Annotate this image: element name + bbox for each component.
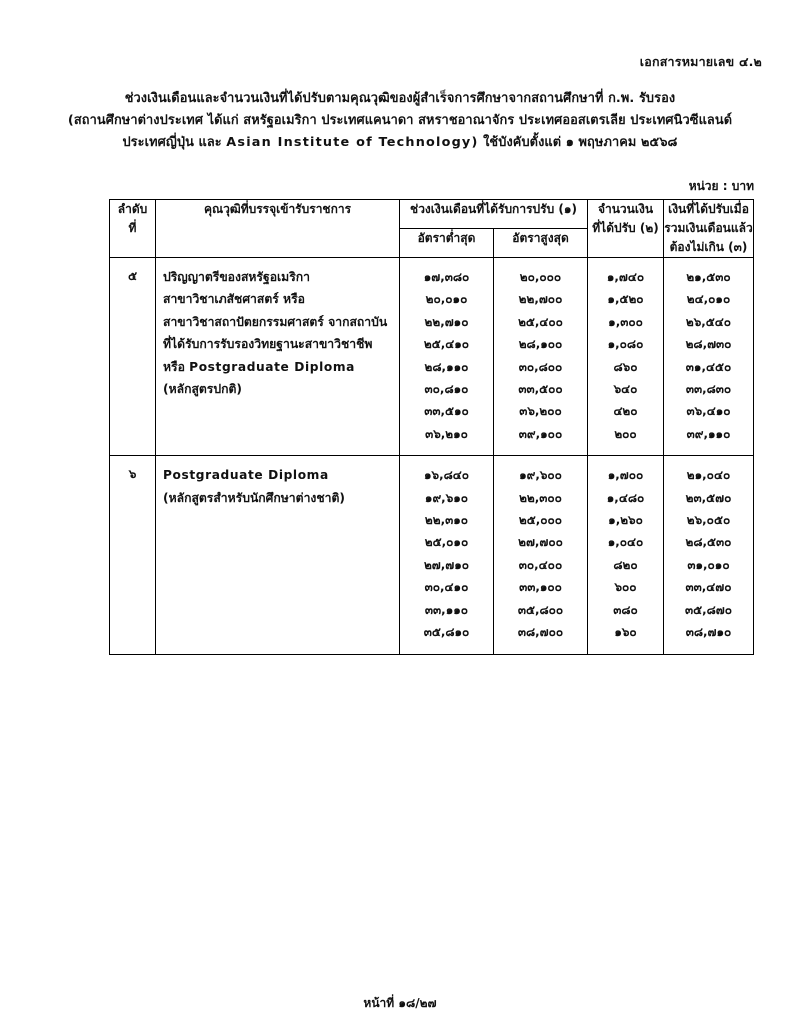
salary-table-wrapper [109,199,753,655]
cell-total-cap [664,258,754,456]
cell-total-cap-value: ๒๑,๐๔๐ [686,468,731,483]
heading-line-2: (สถานศึกษาต่างประเทศ ได้แก่ สหรัฐอเมริกา ประเทศแคนาดา สหราชอาณาจักร ประเทศออสเตรเลีย ประเทศนิวซีแลนด์ [67,113,733,128]
cell-max-rate-value: ๓๓,๕๐๐ [518,382,563,397]
qualification-line [163,311,395,333]
heading-line-3-post: ใช้บังคับตั้งแต่ ๑ พฤษภาคม ๒๕๖๘ [478,135,678,150]
cell-min-rate-value: ๑๖,๘๔๐ [423,468,470,483]
cell-min-rate-value: ๓๕,๘๑๐ [423,625,470,640]
cell-total-cap-value: ๓๑,๔๕๐ [685,359,732,374]
qualification-line [163,356,395,378]
cell-adjust-amount-value: ๓๘๐ [613,602,638,617]
salary-table [109,199,754,655]
cell-max-rate-value: ๒๒,๓๐๐ [519,490,562,505]
cell-total-cap-value: ๒๘,๕๓๐ [685,535,732,550]
unit-note: หน่วย : บาท [688,179,754,193]
cell-min-rate-value: ๑๙,๖๑๐ [424,490,469,505]
heading-line-3-pre: ประเทศญี่ปุ่น และ [122,135,227,150]
cell-max-rate-value: ๒๒,๗๐๐ [518,292,563,307]
cell-min-rate-value: ๒๘,๑๑๐ [424,359,469,374]
header-total-cap [664,200,754,258]
qualification-line-thai: สาขาวิชาเภสัชศาสตร์ หรือ [163,292,305,307]
cell-adjust-amount-value: ๑,๗๔๐ [606,270,645,284]
cell-total-cap-value: ๓๙,๑๑๐ [686,426,731,441]
qualification-line-thai: ที่ได้รับการรับรองวิทยฐานะสาขาวิชาชีพ [163,337,373,352]
cell-max-rate-value: ๓๐,๘๐๐ [518,359,563,374]
heading-line-3 [0,132,800,154]
heading-line-1: ช่วงเงินเดือนและจำนวนเงินที่ได้ปรับตามคุณวุฒิของผู้สำเร็จการศึกษาจากสถานศึกษาที่ ก.พ. รับรอง [124,91,676,106]
qualification-line [163,487,395,509]
header-total-cap-line3: ต้องไม่เกิน (๓) [669,240,748,254]
cell-max-rate-value: ๓๙,๑๐๐ [518,426,563,441]
cell-adjust-amount-value: ๑,๓๐๐ [608,314,643,329]
header-adjust-amount-line1: จำนวนเงิน [597,202,654,216]
cell-adjust-amount-value: ๘๒๐ [613,557,638,572]
cell-sequence: ๖ [110,456,156,654]
cell-max-rate [494,456,588,654]
header-adjust-amount-line2: ที่ได้ปรับ (๒) [592,221,659,235]
cell-total-cap-value: ๓๓,๘๓๐ [685,382,732,397]
header-qualification: คุณวุฒิที่บรรจุเข้ารับราชการ [156,200,400,258]
cell-min-rate-value: ๒๒,๓๑๐ [424,513,469,528]
cell-total-cap-value: ๓๖,๔๑๐ [686,404,731,419]
cell-adjust-amount-value: ๒๐๐ [614,426,637,441]
cell-max-rate-value: ๓๐,๔๐๐ [518,557,563,572]
cell-sequence: ๕ [110,258,156,456]
cell-max-rate-value: ๓๕,๘๐๐ [517,602,564,617]
cell-max-rate-value: ๒๕,๔๐๐ [518,314,563,329]
qualification-line-thai: (หลักสูตรปกติ) [163,382,242,397]
header-sequence-line2: ที่ [128,221,137,235]
cell-max-rate-value: ๒๘,๑๐๐ [518,337,563,352]
cell-max-rate-value: ๓๖,๒๐๐ [519,404,562,419]
qualification-line-thai: สาขาวิชาสถาปัตยกรรมศาสตร์ จากสถาบัน [163,314,388,329]
qualification-line [163,266,395,288]
cell-min-rate [400,456,494,654]
cell-adjust-amount [588,456,664,654]
document-heading [0,88,800,154]
cell-min-rate [400,258,494,456]
qualification-line [163,288,395,310]
qualification-line [163,464,395,486]
cell-adjust-amount-value: ๖๐๐ [614,580,637,595]
cell-min-rate-value: ๒๒,๗๑๐ [424,314,469,329]
qualification-line-latin: Postgraduate Diploma [189,359,355,374]
cell-max-rate-value: ๒๐,๐๐๐ [519,270,562,284]
cell-adjust-amount-value: ๖๔๐ [613,382,638,397]
cell-total-cap-value: ๒๖,๐๕๐ [686,513,731,528]
header-min-rate: อัตราต่ำสุด [400,229,494,258]
header-salary-range-group: ช่วงเงินเดือนที่ได้รับการปรับ (๑) [400,200,588,229]
cell-total-cap-value: ๓๕,๘๗๐ [684,602,733,617]
cell-total-cap [664,456,754,654]
cell-min-rate-value: ๓๐,๘๑๐ [424,382,469,397]
header-sequence-line1: ลำดับ [117,202,148,216]
header-total-cap-line1: เงินที่ได้ปรับเมื่อ [668,202,749,216]
qualification-line [163,378,395,400]
cell-max-rate-value: ๓๓,๑๐๐ [519,580,562,595]
header-sequence [110,200,156,258]
cell-min-rate-value: ๒๗,๗๑๐ [423,557,470,572]
header-total-cap-line2: รวมเงินเดือนแล้ว [664,221,753,235]
cell-min-rate-value: ๓๓,๕๑๐ [424,404,469,419]
cell-min-rate-value: ๓๖,๒๑๐ [425,426,468,441]
cell-qualification [156,258,400,456]
cell-total-cap-value: ๓๑,๐๑๐ [687,557,730,572]
cell-adjust-amount-value: ๑,๕๒๐ [607,292,644,307]
table-row [110,258,754,456]
header-max-rate: อัตราสูงสุด [494,229,588,258]
cell-total-cap-value: ๓๓,๔๗๐ [685,580,732,595]
cell-min-rate-value: ๓๐,๔๑๐ [424,580,469,595]
cell-max-rate-value: ๑๙,๖๐๐ [519,468,562,483]
qualification-line [163,333,395,355]
cell-adjust-amount-value: ๔๒๐ [613,404,638,419]
cell-min-rate-value: ๓๓,๑๑๐ [424,602,469,617]
qualification-line-thai: หรือ [163,359,190,374]
table-row [110,456,754,654]
cell-adjust-amount-value: ๑,๐๘๐ [607,337,644,352]
table-body [110,258,754,655]
qualification-line-latin: Postgraduate Diploma [163,468,329,483]
cell-total-cap-value: ๒๘,๗๓๐ [685,337,732,352]
cell-qualification [156,456,400,654]
cell-max-rate [494,258,588,456]
cell-total-cap-value: ๒๓,๕๗๐ [685,490,732,505]
cell-max-rate-value: ๓๘,๗๐๐ [517,625,564,640]
cell-adjust-amount-value: ๘๖๐ [613,359,638,374]
cell-adjust-amount-value: ๑,๐๔๐ [607,535,644,550]
header-row-1 [110,200,754,229]
header-adjust-amount [588,200,664,258]
qualification-line-thai: ปริญญาตรีของสหรัฐอเมริกา [163,270,310,284]
cell-adjust-amount-value: ๑,๗๐๐ [607,468,644,483]
table-head [110,200,754,258]
cell-total-cap-value: ๓๘,๗๑๐ [685,625,732,640]
qualification-line-thai: (หลักสูตรสำหรับนักศึกษาต่างชาติ) [163,490,345,505]
page-footer: หน้าที่ ๑๘/๒๗ [363,996,437,1010]
cell-min-rate-value: ๒๕,๔๑๐ [423,337,470,352]
cell-adjust-amount-value: ๑,๔๘๐ [606,490,645,505]
cell-adjust-amount [588,258,664,456]
cell-adjust-amount-value: ๑,๒๖๐ [608,513,643,528]
cell-max-rate-value: ๒๕,๐๐๐ [518,513,563,528]
cell-min-rate-value: ๒๐,๐๑๐ [425,292,468,307]
document-number-label: เอกสารหมายเลข ๔.๒ [639,54,762,69]
cell-adjust-amount-value: ๑๖๐ [614,625,637,640]
heading-line-3-latin: Asian Institute of Technology) [226,135,479,150]
cell-total-cap-value: ๒๔,๐๑๐ [686,292,731,307]
cell-total-cap-value: ๒๑,๕๓๐ [686,270,731,284]
cell-max-rate-value: ๒๗,๗๐๐ [518,535,563,550]
cell-total-cap-value: ๒๖,๕๔๐ [685,314,732,329]
cell-min-rate-value: ๑๗,๓๘๐ [423,270,470,284]
cell-min-rate-value: ๒๕,๐๑๐ [424,535,469,550]
